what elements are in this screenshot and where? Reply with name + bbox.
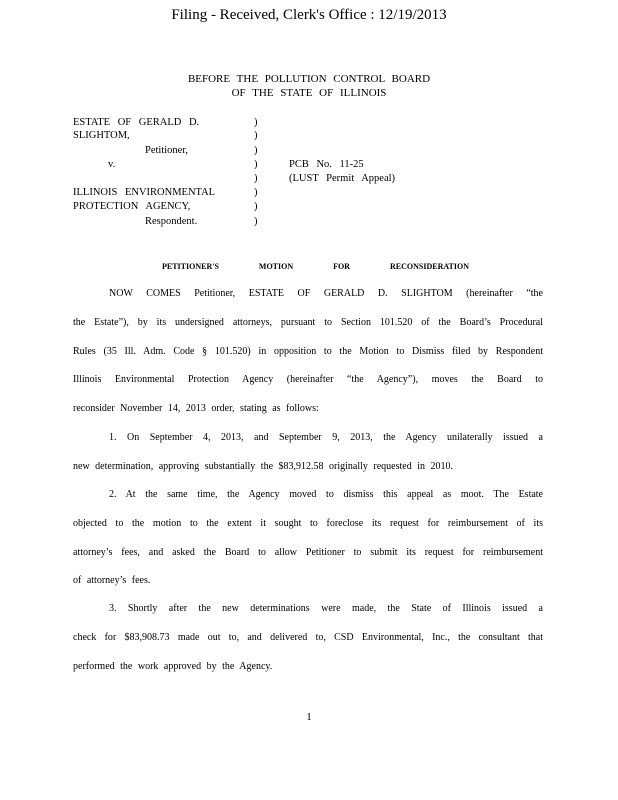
- case-number: PCB No. 11-25: [289, 159, 364, 170]
- body-line: 1. On September 4, 2013, and September 9, 2013, the Agency unilaterally issued a: [109, 432, 543, 443]
- caption-paren: ): [254, 216, 258, 227]
- caption-party-line: SLIGHTOM,: [73, 130, 130, 141]
- body-line: the Estate”), by its undersigned attorneys, pursuant to Section 101.520 of the Board’s Procedural: [73, 316, 543, 328]
- caption-party-role: Petitioner,: [145, 145, 189, 156]
- caption-versus: v.: [108, 159, 116, 170]
- body-line: attorney’s fees, and asked the Board to allow Petitioner to submit its request for reimbursement: [73, 546, 543, 558]
- caption-paren: ): [254, 130, 258, 141]
- body-line: new determination, approving substantially the $83,912.58 originally requested in 2010.: [73, 460, 453, 472]
- case-type: (LUST Permit Appeal): [289, 173, 396, 184]
- body-line: 2. At the same time, the Agency moved to dismiss this appeal as moot. The Estate: [109, 489, 543, 500]
- body-line: check for $83,908.73 made out to, and delivered to, CSD Environmental, Inc., the consultant that: [73, 631, 543, 643]
- board-heading-line-1: BEFORE THE POLLUTION CONTROL BOARD: [187, 73, 431, 85]
- caption-paren: ): [254, 187, 258, 198]
- motion-title: PETITIONER'S MOTION FOR RECONSIDERATION: [162, 262, 469, 271]
- intro-paragraph: [73, 280, 543, 424]
- filing-stamp-header: Filing - Received, Clerk's Office : 12/19/2013: [171, 7, 447, 23]
- body-line: 3. Shortly after the new determinations were made, the State of Illinois issued a: [109, 603, 543, 614]
- body-line: performed the work approved by the Agency.: [73, 660, 273, 672]
- caption-party-line: ESTATE OF GERALD D.: [73, 117, 200, 128]
- caption-paren: ): [254, 201, 258, 212]
- page-number: 1: [306, 711, 312, 723]
- body-line: NOW COMES Petitioner, ESTATE OF GERALD D. SLIGHTOM (hereinafter “the: [109, 288, 543, 299]
- body-line: objected to the motion to the extent it sought to foreclose its request for reimbursement of its: [73, 517, 543, 529]
- body-line: Illinois Environmental Protection Agency (hereinafter “the Agency”), moves the Board to: [73, 374, 543, 386]
- body-line: of attorney’s fees.: [73, 575, 151, 587]
- caption-party-role: Respondent.: [145, 216, 198, 227]
- body-line: Rules (35 Ill. Adm. Code § 101.520) in opposition to the Motion to Dismiss filed by Respondent: [73, 345, 543, 357]
- board-heading-line-2: OF THE STATE OF ILLINOIS: [231, 87, 387, 99]
- caption-party-line: ILLINOIS ENVIRONMENTAL: [73, 187, 216, 198]
- numbered-paragraph-1: [73, 424, 543, 482]
- numbered-paragraph-2: [73, 481, 543, 596]
- caption-paren: ): [254, 117, 258, 128]
- caption-paren: ): [254, 173, 258, 184]
- caption-paren: ): [254, 145, 258, 156]
- body-line: reconsider November 14, 2013 order, stating as follows:: [73, 403, 319, 415]
- numbered-paragraph-3: [73, 595, 543, 681]
- caption-paren: ): [254, 159, 258, 170]
- caption-party-line: PROTECTION AGENCY,: [73, 201, 191, 212]
